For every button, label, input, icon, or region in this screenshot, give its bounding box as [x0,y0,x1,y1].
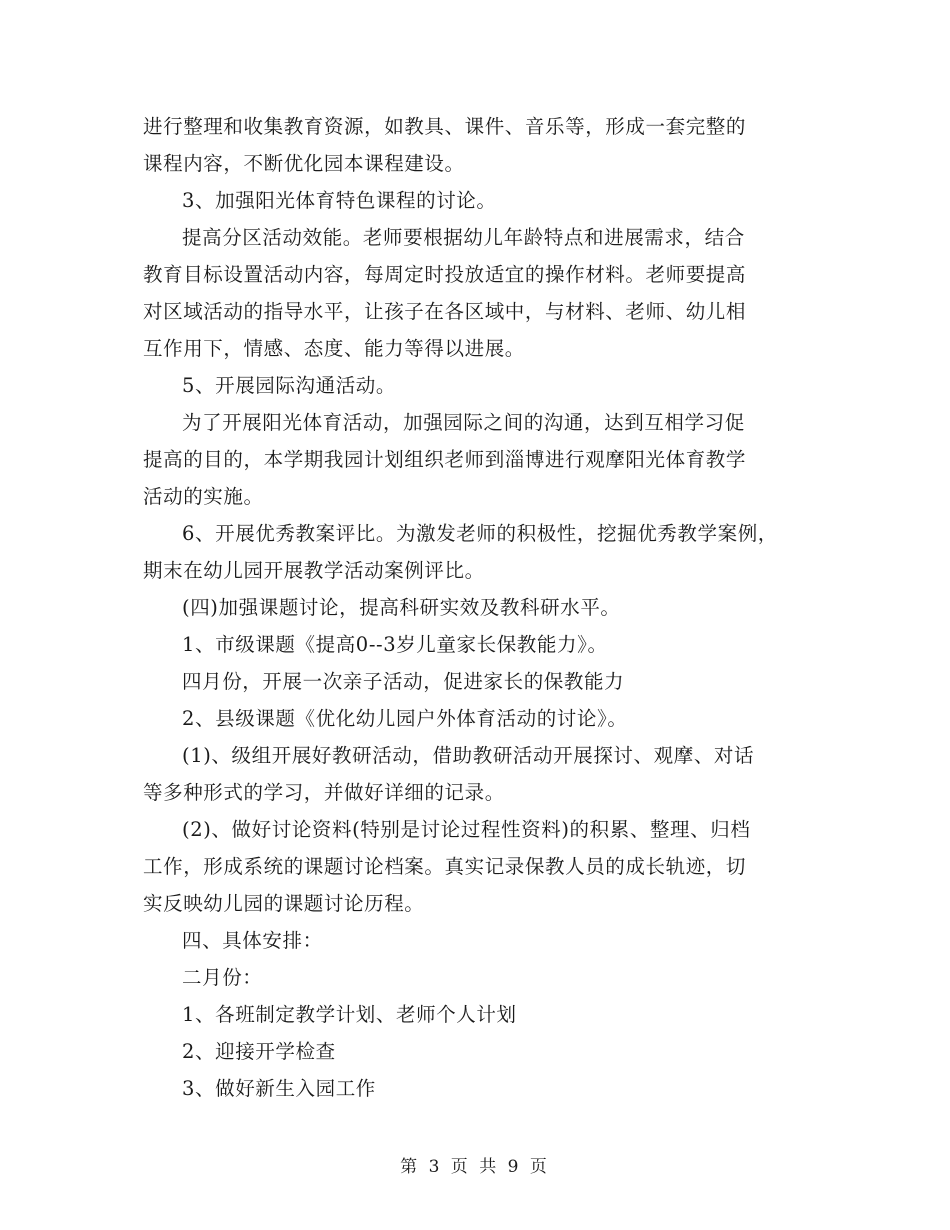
page-number-footer: 第 3 页 共 9 页 [400,1157,550,1177]
text-line: 对区域活动的指导水平，让孩子在各区域中，与材料、老师、幼儿相 [143,300,747,323]
text-line: 2、迎接开学检查 [182,1040,336,1063]
text-line: 3、做好新生入园工作 [182,1077,376,1100]
text-line: 1、各班制定教学计划、老师个人计划 [182,1003,517,1026]
text-line: 进行整理和收集教育资源，如教具、课件、音乐等，形成一套完整的 [143,115,747,138]
text-line: 实反映幼儿园的课题讨论历程。 [143,892,425,915]
text-line: 提高分区活动效能。老师要根据幼儿年龄特点和进展需求，结合 [182,226,745,249]
text-line: 互作用下，情感、态度、能力等得以进展。 [143,337,525,360]
text-line: 6、开展优秀教案评比。为激发老师的积极性，挖掘优秀教学案例， [182,522,778,545]
text-line: 四月份，开展一次亲子活动，促进家长的保教能力 [182,670,625,693]
text-line: 工作，形成系统的课题讨论档案。真实记录保教人员的成长轨迹，切 [143,855,747,878]
text-line: 提高的目的，本学期我园计划组织老师到淄博进行观摩阳光体育教学 [143,448,747,471]
text-line: 2、县级课题《优化幼儿园户外体育活动的讨论》。 [182,707,628,730]
text-line: 活动的实施。 [143,485,264,508]
text-line: 四、具体安排： [182,929,323,952]
text-line: 等多种形式的学习，并做好详细的记录。 [143,781,505,804]
text-line: 课程内容，不断优化园本课程建设。 [143,152,465,175]
text-line: 教育目标设置活动内容，每周定时投放适宜的操作材料。老师要提高 [143,263,747,286]
text-line: 期末在幼儿园开展教学活动案例评比。 [143,559,485,582]
text-line: 1、市级课题《提高0--3岁儿童家长保教能力》。 [182,633,608,656]
text-line: 5、开展园际沟通活动。 [182,374,397,397]
document-body [143,108,833,1107]
text-line: (1)、级组开展好教研活动，借助教研活动开展探讨、观摩、对话 [182,744,755,767]
text-line: 3、加强阳光体育特色课程的讨论。 [182,189,497,212]
text-line: (2)、做好讨论资料(特别是讨论过程性资料)的积累、整理、归档 [182,818,751,841]
text-line: (四)加强课题讨论，提高科研实效及教科研水平。 [182,596,621,619]
text-line: 二月份： [182,966,263,989]
text-line: 为了开展阳光体育活动，加强园际之间的沟通，达到互相学习促 [182,411,745,434]
